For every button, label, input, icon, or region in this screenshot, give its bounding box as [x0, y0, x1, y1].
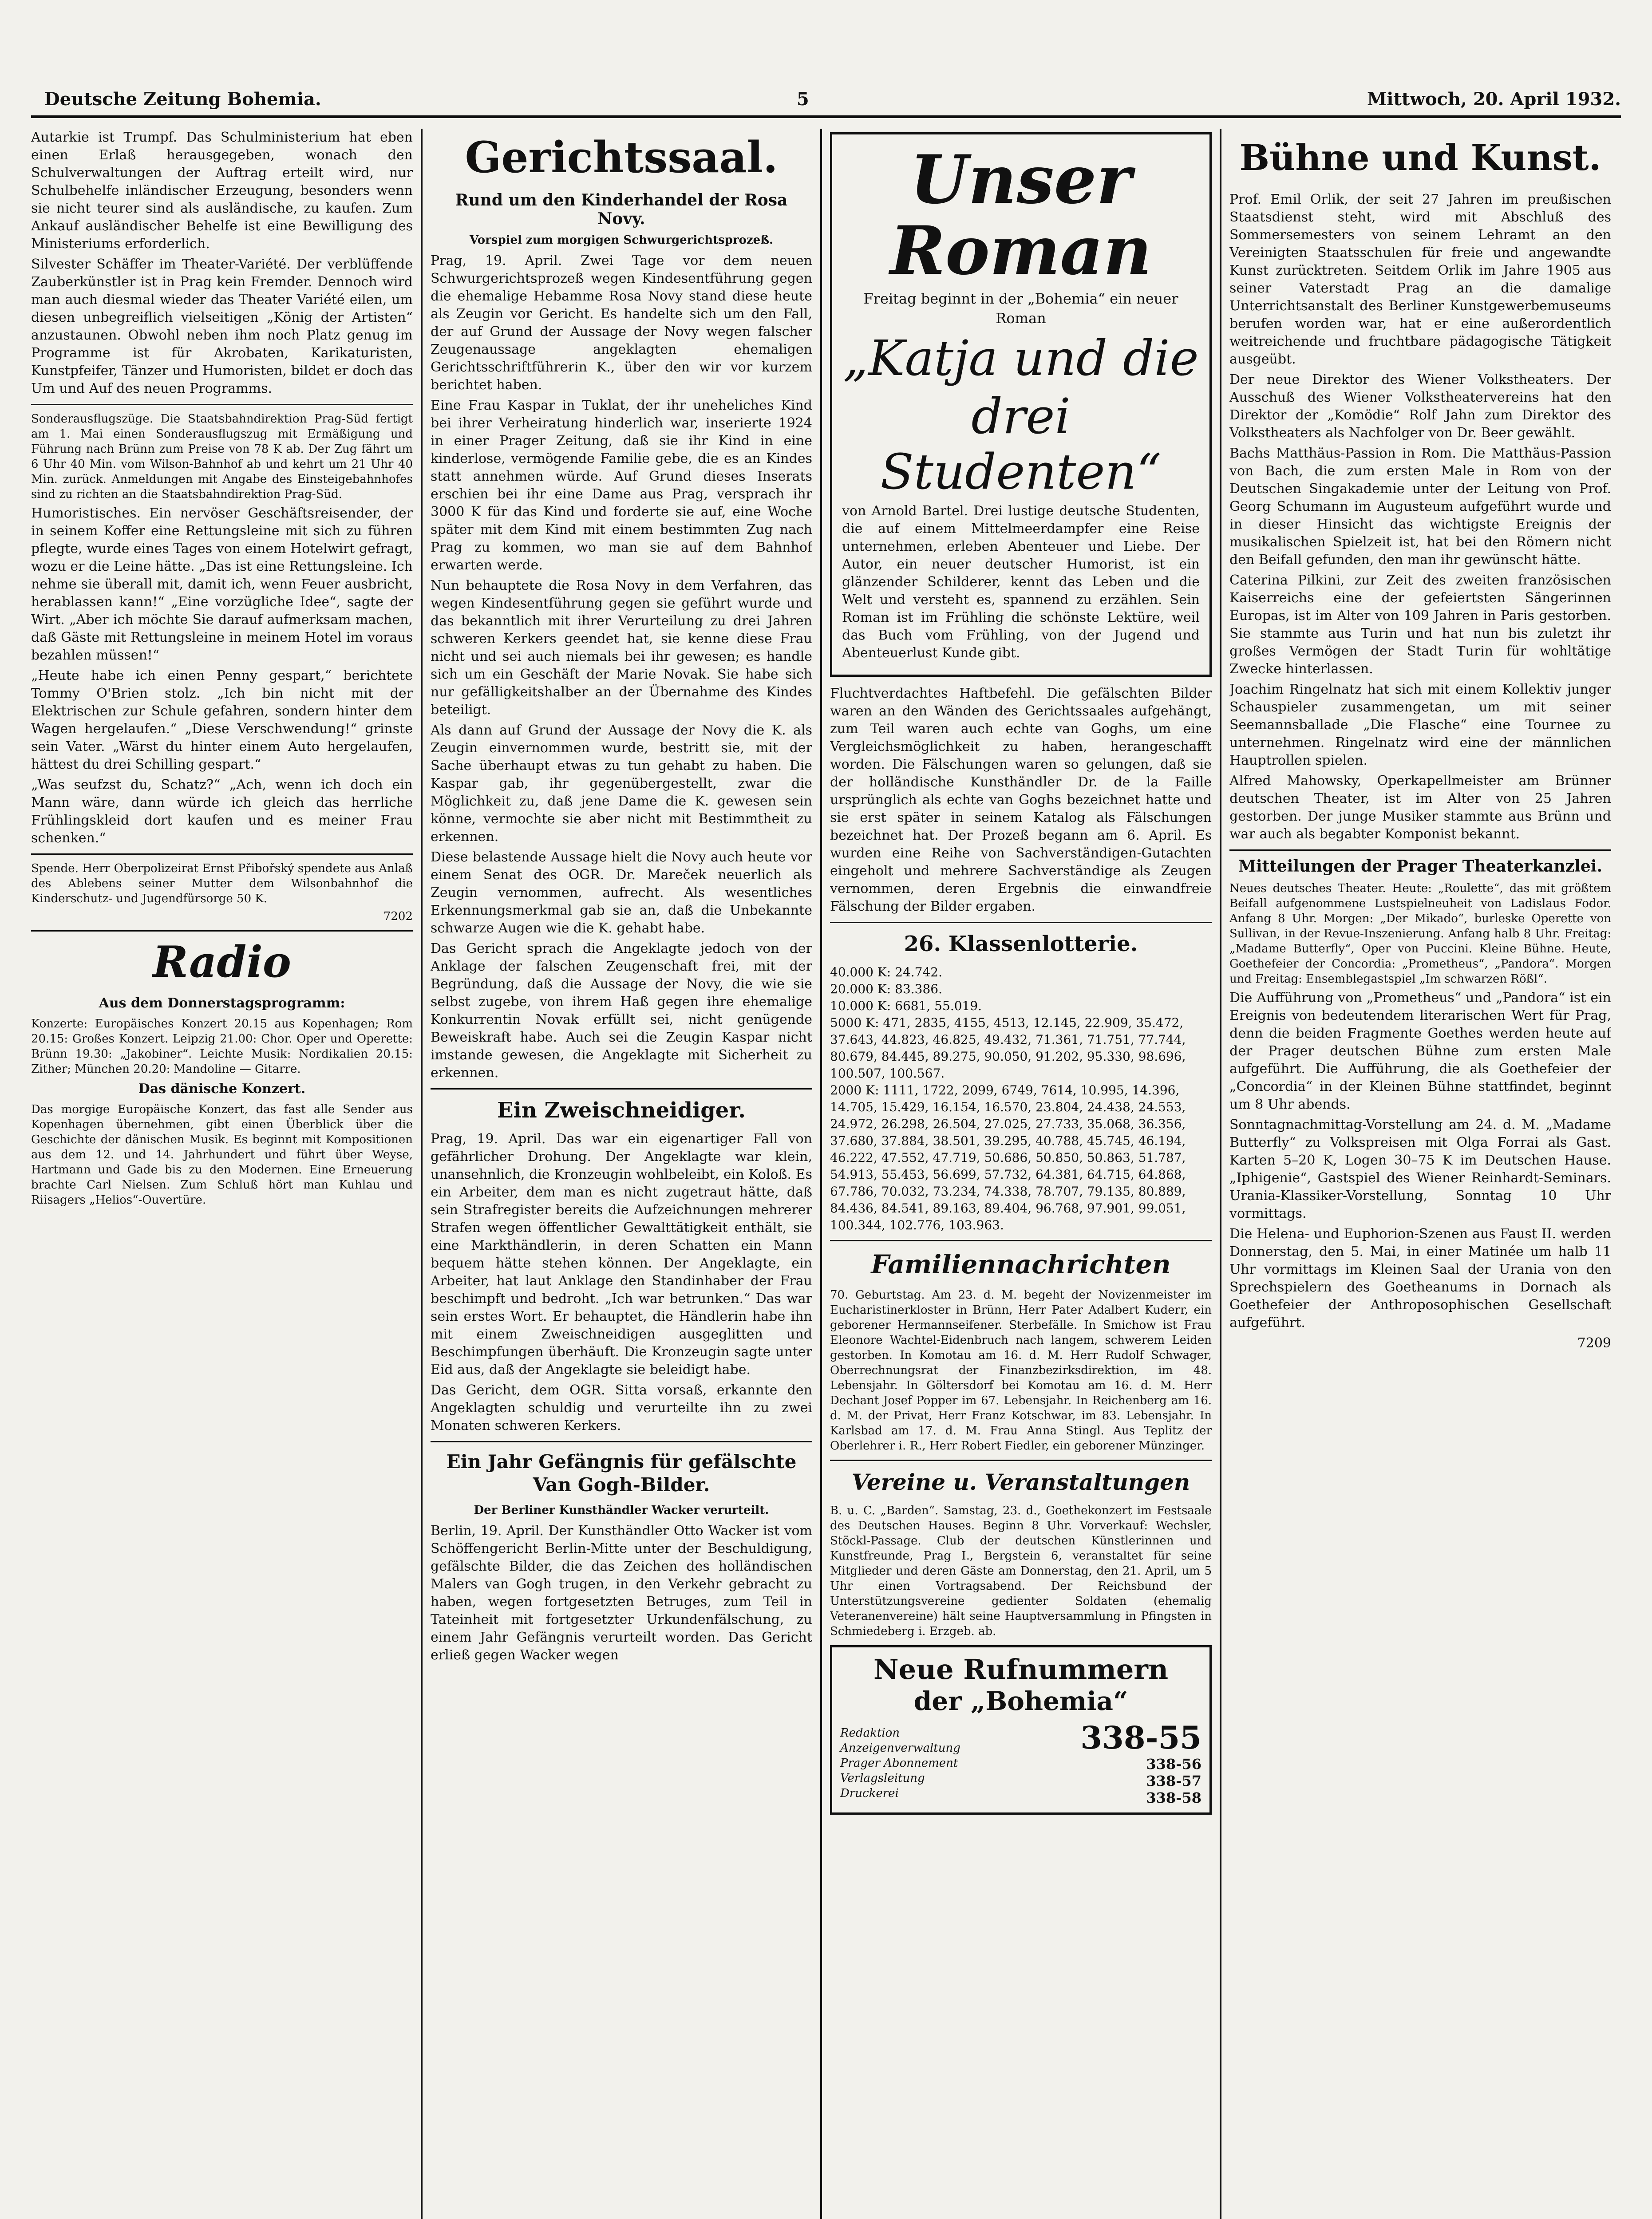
article-humor-2: „Heute habe ich einen Penny gespart,“ berichtete Tommy O'Brien stolz. „Ich bin nicht mit der Elektrischen zur Schule gefahren, sondern hinter dem Wagen hergelaufen.“ „Diese Verschwendung!“ grinste sein Vater. „Wärst du hinter einem Auto hergelaufen, hättest du drei Schilling gespart.“ [31, 668, 413, 772]
ad-number: 338-58 [1146, 1789, 1201, 1806]
phone-numbers-ad [830, 1645, 1212, 1815]
danish-concert-heading: Das dänische Konzert. [138, 1081, 306, 1097]
column-3 [830, 129, 1212, 2219]
header-newspaper-name: Deutsche Zeitung Bohemia. [44, 89, 321, 110]
helena-number: 7209 [1577, 1335, 1611, 1351]
article-humor-3: „Was seufzst du, Schatz?“ „Ach, wenn ich doch ein Mann wäre, dann würde ich gleich das herrliche Frühlingskleid dort kaufen und es meiner Frau schenken.“ [31, 777, 413, 846]
van-gogh-continued: Fluchtverdachtes Haftbefehl. Die gefälschten Bilder waren an den Wänden des Gerichtssaales aufgehängt, zum Teil waren auch echte van Goghs, um eine Vergleichsmöglichkeit zu haben, herangeschafft worden. Die Fälschungen waren so gelungen, daß sie der holländische Kunsthändler Dr. de la Faille ursprünglich als echte van Goghs bezeichnet hatte und sie erst später in seinem Katalog als Fälschungen bezeichnet hat. Der Prozeß begann am 6. April. Es wurden eine Reihe von Sachverständigen-Gutachten eingeholt und mehrere Sachverständige als Zeugen vernommen, deren Ergebnis die einwandfreie Fälschung der Bilder ergaben. [830, 686, 1212, 914]
ad-department: Druckerei [840, 1787, 899, 1800]
lottery-row: 40.000 K: 24.742. [830, 965, 942, 979]
ad-number: 338-57 [1146, 1773, 1201, 1789]
divider [431, 1088, 812, 1090]
article-orlik: Prof. Emil Orlik, der seit 27 Jahren im preußischen Staatsdienst steht, wird mit Abschluß des Sommersemesters von seinem Lehramt an den Vereinigten Staatsschulen für freie und angewandte Kunst zurücktreten. Seitdem Orlik im Jahre 1905 aus seiner Vaterstadt Prag an die damalige Unterrichtsanstalt des Berliner Kunstgewerbemuseums berufen worden war, hat er eine außerordentlich weitreichende und fruchtbare pädagogische Tätigkeit ausgeübt. [1229, 192, 1611, 367]
column-2 [431, 129, 812, 2219]
buehne-kunst-heading: Bühne und Kunst. [1239, 137, 1601, 178]
novel-title-line-1: „Katja und die [843, 330, 1199, 387]
lottery-row: 20.000 K: 83.386. [830, 982, 942, 996]
ad-title: Neue Rufnummern [873, 1653, 1169, 1686]
article-helena: Die Helena- und Euphorion-Szenen aus Faust II. werden Donnerstag, den 5. Mai, in einer Matinée um halb 11 Uhr vormittags im Kleinen Saal der Urania von den Sprechspielern des Goetheanums in Dornach als Goethefeier der Anthroposophischen Gesellschaft aufgeführt. [1229, 1226, 1611, 1331]
zweischneidiger-text: Prag, 19. April. Das war ein eigenartiger Fall von gefährlicher Drohung. Der Angeklagte war klein, unansehnlich, die Kronzeugin wohlbeleibt, ein Koloß. Es ein Arbeiter, dem man es nicht zugetraut hätte, daß sein Strafregister bereits die Aufzeichnungen mehrerer Strafen wegen öffentlicher Gewalttätigkeit enthält, sie eine Markthändlerin, in deren Schatten ein Mann bequem hätte stehen können. Der Angeklagte, ein Arbeiter, hat laut Anklage den Standinhaber der Frau beschimpft und bedroht. „Ich war betrunken.“ Das war sein erstes Wort. Er behauptet, die Händlerin habe ihn mit einem Zweischneidigen ausgeglitten und Beschimpfungen überhäuft. Die Kronzeugin sagte unter Eid aus, daß der Angeklagte sie beleidigt habe. [431, 1131, 812, 1378]
family-news-heading: Familiennachrichten [871, 1249, 1171, 1279]
article-pilkini: Caterina Pilkini, zur Zeit des zweiten französischen Kaiserreichs eine der gefeiertsten Sängerinnen Europas, ist im Alter von 109 Jahren in Paris gestorben. Sie stammte aus Turin und hat nun bis zuletzt ihr großes Vermögen der Stadt Turin für wohltätige Zwecke hinterlassen. [1229, 573, 1611, 677]
column-1 [31, 129, 413, 2219]
article-sonderzuege: Sonderausflugszüge. Die Staatsbahndirektion Prag-Süd fertigt am 1. Mai einen Sonderausflugszug mit Ermäßigung und Führung nach Brünn zum Preise von 78 K ab. Der Zug fährt um 6 Uhr 40 Min. vom Wilson-Bahnhof ab und kehrt um 21 Uhr 40 Min. zurück. Anmeldungen mit Angabe des Einsteigebahnhofes sind zu richten an die Staatsbahndirektion Prag-Süd. [31, 412, 413, 501]
theater-office-heading: Mitteilungen der Prager Theaterkanzlei. [1238, 857, 1603, 876]
kinderhandel-subheadline: Vorspiel zum morgigen Schwurgerichtsprozeß. [469, 233, 773, 247]
kinderhandel-p5: Diese belastende Aussage hielt die Novy auch heute vor einem Senat des OGR. Dr. Mareček neuerlich als Zeugin vernommen, aufrecht. Als wesentliches Erkennungsmerkmal gab sie an, daß die Unbekannte schwarze Augen wie die K. gehabt habe. [431, 849, 812, 936]
header-page-number: 5 [797, 89, 809, 110]
header-rule [31, 115, 1621, 118]
radio-subheading: Aus dem Donnerstagsprogramm: [99, 995, 345, 1011]
theater-program: Neues deutsches Theater. Heute: „Roulette“, das mit größtem Beifall aufgenommene Lustspielneuheit von Ladislaus Fodor. Anfang 8 Uhr. Morgen: „Der Mikado“, burleske Operette von Sullivan, in der Revue-Inszenierung. Anfang halb 8 Uhr. Freitag: „Madame Butterfly“, Oper von Puccini. Kleine Bühne. Heute, Goethefeier der Concordia: „Prometheus“, „Pandora“. Morgen und Freitag: Ensemblegastspiel „Im schwarzen Rößl“. [1229, 882, 1611, 986]
ad-subtitle: der „Bohemia“ [913, 1686, 1128, 1716]
van-gogh-heading: Ein Jahr Gefängnis für gefälschte Van Gogh-Bilder. [446, 1451, 797, 1496]
article-spende: Spende. Herr Oberpolizeirat Ernst Přibořský spendete aus Anlaß des Ablebens seiner Mutter dem Wilsonbahnhof die Kinderschutz- und Jugendfürsorge 50 K. [31, 862, 413, 905]
article-volkstheater: Der neue Direktor des Wiener Volkstheaters. Der Ausschuß des Wiener Volkstheatervereins hat den Direktor der „Komödie“ Rolf Jahn zum Direktor des Volkstheaters als Nachfolger von Dr. Beer gewählt. [1229, 372, 1611, 441]
lottery-heading: 26. Klassenlotterie. [904, 932, 1138, 956]
divider [31, 404, 413, 405]
ad-department: Anzeigenverwaltung [840, 1741, 960, 1755]
column-4 [1229, 129, 1611, 2219]
danish-concert-text: Das morgige Europäische Konzert, das fast alle Sender aus Kopenhagen übernehmen, gibt einen Überblick über die Geschichte der dänischen Musik. Es beginnt mit Kompositionen aus dem 12. und 14. Jahrhundert und führt über Weyse, Hartmann und Gade bis zu den Modernen. Eine Erneuerung brachte Carl Nielsen. Zum Schluß hört man Kuhlau und Riisagers „Helios“-Ouvertüre. [31, 1103, 413, 1207]
ad-number: 338-56 [1146, 1756, 1201, 1773]
lottery-row: 5000 K: 471, 2835, 4155, 4513, 12.145, 22.909, 35.472, 37.643, 44.823, 46.825, 49.432, 71.361, 71.751, 77.744, 80.679, 84.445, 89.275, 90.050, 91.202, 95.330, 98.696, 100.507, 100.567. [830, 1015, 1186, 1081]
article-ringelnatz: Joachim Ringelnatz hat sich mit einem Kollektiv junger Schauspieler zusammengetan, um mit seiner Seemannsballade „Die Flasche“ eine Tournee zu unternehmen. Ringelnatz wird eine der männlichen Hauptrollen spielen. [1229, 682, 1611, 768]
kinderhandel-p1: Prag, 19. April. Zwei Tage vor dem neuen Schwurgerichtsprozeß wegen Kindesentführung gegen die ehemalige Hebamme Rosa Novy stand diese heute als Zeugin vor Gericht. Es handelte sich um den Fall, der auf Grund der Aussage der Novy wegen falscher Zeugenaussage angeklagten ehemaligen Gerichtsschriftführerin K., über den wir vor kurzem berichtet haben. [431, 253, 812, 393]
kinderhandel-p2: Eine Frau Kaspar in Tuklat, der ihr uneheliches Kind bei ihrer Verheiratung hinderlich war, inserierte 1924 in einer Prager Zeitung, daß sie ihr Kind in eine kinderlose, vermögende Familie gebe, die es an Kindes statt annehmen würde. Auf Grund dieses Inserats erschien bei ihr eine Dame aus Prag, versprach ihr 3000 K für das Kind und forderte sie auf, eine Woche später mit dem Kind mit einem bestimmten Zug nach Prag zu kommen, wo man sie auf dem Bahnhof erwarten werde. [431, 398, 812, 573]
van-gogh-subheading: Der Berliner Kunsthändler Wacker verurteilt. [474, 1504, 769, 1517]
ad-main-number: 338-55 [1080, 1719, 1201, 1756]
ad-department-list [840, 1725, 1071, 1801]
zweischneidiger-verdict: Das Gericht, dem OGR. Sitta vorsaß, erkannte den Angeklagten schuldig und verurteilte ihn zu zwei Monaten schweren Kerkers. [431, 1382, 812, 1433]
kinderhandel-p4: Als dann auf Grund der Aussage der Novy die K. als Zeugin einvernommen wurde, bestritt sie, mit der Sache überhaupt etwas zu tun gehabt zu haben. Die Kaspar gab, ihr gegenübergestellt, zwar die Möglichkeit zu, daß jene Dame die K. gewesen sein könne, vermochte sie aber nicht mit Bestimmtheit zu erkennen. [431, 723, 812, 845]
divider [431, 1441, 812, 1442]
column-divider [820, 129, 822, 2219]
novel-heading: Unser Roman [890, 141, 1152, 290]
running-header [31, 89, 1621, 129]
article-mahowsky: Alfred Mahowsky, Operkapellmeister am Brünner deutschen Theater, ist im Alter von 25 Jahren gestorben. Der junge Musiker stammte aus Brünn und war auch als begabter Komponist bekannt. [1229, 773, 1611, 842]
zweischneidiger-heading: Ein Zweischneidiger. [497, 1098, 746, 1123]
van-gogh-text: Berlin, 19. April. Der Kunsthändler Otto Wacker ist vom Schöffengericht Berlin-Mitte unter der Beschuldigung, gefälschte Bilder, die das Zeichen des holländischen Malers van Gogh trugen, in den Verkehr gebracht zu haben, wegen fortgesetzten Betruges, zum Teil in Tateinheit mit fortgesetzter Urkundenfälschung, zu einem Jahr Gefängnis verurteilt worden. Das Gericht erließ gegen Wacker wegen [431, 1523, 812, 1663]
article-sonntag-vorstellung: Sonntagnachmittag-Vorstellung am 24. d. M. „Madame Butterfly“ zu Volkspreisen mit Olga Forrai als Gast. Karten 5–20 K, Logen 30–75 K im Deutschen Hause. „Iphigenie“, Gastspiel des Wiener Reinhardt-Seminars. Urania-Klassiker-Vorstellung, Sonntag 10 Uhr vormittags. [1229, 1117, 1611, 1221]
family-news-text: 70. Geburtstag. Am 23. d. M. begeht der Novizenmeister im Eucharistinerkloster in Brünn, Herr Pater Adalbert Kuderr, ein geborener Hermannseifener. Sterbefälle. In Smichow ist Frau Eleonore Wachtel-Eidenbruch nach langem, schwerem Leiden gestorben. In Komotau am 16. d. M. Herr Rudolf Schwager, Oberrechnungsrat der Finanzbezirksdirektion, im 48. Lebensjahr. In Göltersdorf bei Komotau am 16. d. M. Herr Dechant Josef Popper im 67. Lebensjahr. In Reichenberg am 16. d. M. der Privat, Herr Franz Kotschwar, im 83. Lebensjahr. In Karlsbad am 17. d. M. Frau Anna Stingl. Aus Teplitz der Oberlehrer i. R., Herr Robert Fiedler, ein geborener Münzinger. [830, 1288, 1212, 1453]
radio-program: Konzerte: Europäisches Konzert 20.15 aus Kopenhagen; Rom 20.15: Großes Konzert. Leipzig 21.00: Chor. Oper und Operette: Brünn 19.30: „Jakobiner“. Leichte Musik: Nordikalien 20.15: Zither; München 20.20: Mandoline — Gitarre. [31, 1017, 413, 1076]
novel-announcement-box [830, 132, 1212, 677]
divider [830, 922, 1212, 923]
article-silvester-schaeffer: Silvester Schäffer im Theater-Variété. Der verblüffende Zauberkünstler ist in Prag kein Fremder. Dennoch wird man auch diesmal wieder das Theater Variété eilen, um diesen unbegreiflich vielseitigen „König der Artisten“ anzustaunen. Obwohl neben ihm noch Platz genug im Programme ist für Akrobaten, Karikaturisten, Kunstpfeifer, Tänzer und Humoristen, bildet er doch das Um und Auf des neuen Programms. [31, 257, 413, 396]
spende-number: 7202 [383, 910, 413, 923]
divider [1229, 849, 1611, 851]
ad-department: Redaktion [840, 1726, 900, 1740]
lottery-row: 2000 K: 1111, 1722, 2099, 6749, 7614, 10.995, 14.396, 14.705, 15.429, 16.154, 16.570, 23.804, 24.438, 24.553, 24.972, 26.298, 26.504, 27.025, 27.733, 35.068, 36.356, 37.680, 37.884, 38.501, 39.295, 40.788, 45.745, 46.194, 46.222, 47.552, 47.719, 50.686, 50.850, 50.863, 51.787, 54.913, 55.453, 56.699, 57.732, 64.381, 64.715, 64.868, 67.786, 70.032, 73.234, 74.338, 78.707, 79.135, 80.889, 84.436, 84.541, 89.163, 89.404, 96.768, 97.901, 99.051, 100.344, 102.776, 103.963. [830, 1083, 1186, 1232]
radio-heading: Radio [153, 937, 291, 987]
article-autarkie: Autarkie ist Trumpf. Das Schulministerium hat eben einen Erlaß herausgegeben, wonach den Schulverwaltungen der Auftrag erteilt wird, nur Schulbehelfe inländischer Erzeugung, besonders wenn sie nicht teurer sind als ausländische, zu kaufen. Zum Ankauf ausländischer Behelfe ist eine Bewilligung des Ministeriums erforderlich. [31, 130, 413, 252]
novel-description: von Arnold Bartel. Drei lustige deutsche Studenten, die auf einem Mittelmeerdampfer eine Reise unternehmen, erleben Abenteuer und Liebe. Der Autor, ein neuer deutscher Humorist, ist ein glänzender Schilderer, kennt das Leben und die Welt und versteht es, spannend zu erzählen. Sein Roman ist im Frühling die schönste Lektüre, weil das Buch vom Frühling, von der Jugend und Abenteuerlust Kunde gibt. [842, 503, 1200, 661]
gerichtssaal-heading: Gerichtssaal. [465, 132, 778, 182]
kinderhandel-p6: Das Gericht sprach die Angeklagte jedoch von der Anklage der falschen Zeugenschaft frei, mit der Begründung, daß die Aussage der Novy, die wie sie selbst zugebe, von ihrem Haß gegen ihre ehemalige Konkurrentin Novak erfüllt sei, nicht genügende Beweiskraft habe. Auch sei die Zeugin Kaspar nicht imstande gewesen, die Angeklagte mit Sicherheit zu erkennen. [431, 941, 812, 1081]
novel-intro: Freitag beginnt in der „Bohemia“ ein neuer Roman [863, 290, 1178, 327]
divider [31, 930, 413, 932]
ad-department: Prager Abonnement [840, 1757, 958, 1770]
events-heading: Vereine u. Veranstaltungen [851, 1469, 1190, 1495]
divider [830, 1460, 1212, 1461]
kinderhandel-p3: Nun behauptete die Rosa Novy in dem Verfahren, das wegen Kindesentführung gegen sie geführt wurde und das bekanntlich mit ihrer Verurteilung zu drei Jahren schweren Kerkers geendet hat, sie kenne diese Frau nicht und sei auch niemals bei ihr gewesen; es handle sich um ein Geschäft der Marie Novak. Sie habe sich nur gefälligkeitshalber an der Übernahme des Kindes beteiligt. [431, 578, 812, 718]
divider [830, 1240, 1212, 1241]
novel-title-line-2: drei Studenten“ [880, 388, 1162, 500]
divider [31, 853, 413, 855]
kinderhandel-headline: Rund um den Kinderhandel der Rosa Novy. [455, 191, 788, 228]
lottery-row: 10.000 K: 6681, 55.019. [830, 999, 982, 1013]
article-prometheus-pandora: Die Aufführung von „Prometheus“ und „Pandora“ ist ein Ereignis von bedeutendem literarischen Wert für Prag, denn die beiden Fragmente Goethes werden heute auf der Prager deutschen Bühne zum ersten Male aufgeführt. Die Aufführung, die als Goethefeier der „Concordia“ in der Kleinen Bühne stattfindet, beginnt um 8 Uhr abends. [1229, 990, 1611, 1112]
ad-department: Verlagsleitung [840, 1772, 925, 1785]
article-matthaeus-passion: Bachs Matthäus-Passion in Rom. Die Matthäus-Passion von Bach, die zum ersten Male in Rom von der Deutschen Singakademie unter der Leitung von Prof. Georg Schumann im Augusteum aufgeführt wurde und in dieser Hinsicht das wichtigste Ereignis der musikalischen Spielzeit ist, hat bei den Römern nicht den Beifall gefunden, den man ihr gewünscht hätte. [1229, 446, 1611, 568]
events-text: B. u. C. „Barden“. Samstag, 23. d., Goethekonzert im Festsaale des Deutschen Hauses. Beginn 8 Uhr. Vorverkauf: Wechsler, Stöckl-Passage. Club der deutschen Künstlerinnen und Kunstfreunde, Prag I., Bergstein 6, veranstaltet für seine Mitglieder und deren Gäste am Donnerstag, den 21. April, um 5 Uhr einen Vortragsabend. Der Reichsbund der Unterstützungsvereine gedienter Soldaten (ehemalig Veteranenvereine) hält seine Hauptversammlung in Pfingsten in Schmiedeberg i. Erzgeb. ab. [830, 1504, 1212, 1638]
header-date: Mittwoch, 20. April 1932. [1367, 89, 1621, 110]
newspaper-page [31, 27, 1621, 2219]
column-divider [1220, 129, 1221, 2219]
column-divider [421, 129, 423, 2219]
article-humor-1: Humoristisches. Ein nervöser Geschäftsreisender, der in seinem Koffer eine Rettungsleine mit sich zu führen pflegte, wurde eines Tages von einem Hotelwirt gefragt, wozu er die Leine hätte. „Das ist eine Rettungsleine. Ich nehme sie überall mit, damit ich, wenn Feuer ausbricht, herablassen kann!“ „Eine vorzügliche Idee“, sagte der Wirt. „Aber ich möchte Sie darauf aufmerksam machen, daß Gäste mit Rettungsleine in meinem Hotel im voraus bezahlen müssen!“ [31, 505, 413, 663]
ad-number-list [1080, 1720, 1201, 1806]
